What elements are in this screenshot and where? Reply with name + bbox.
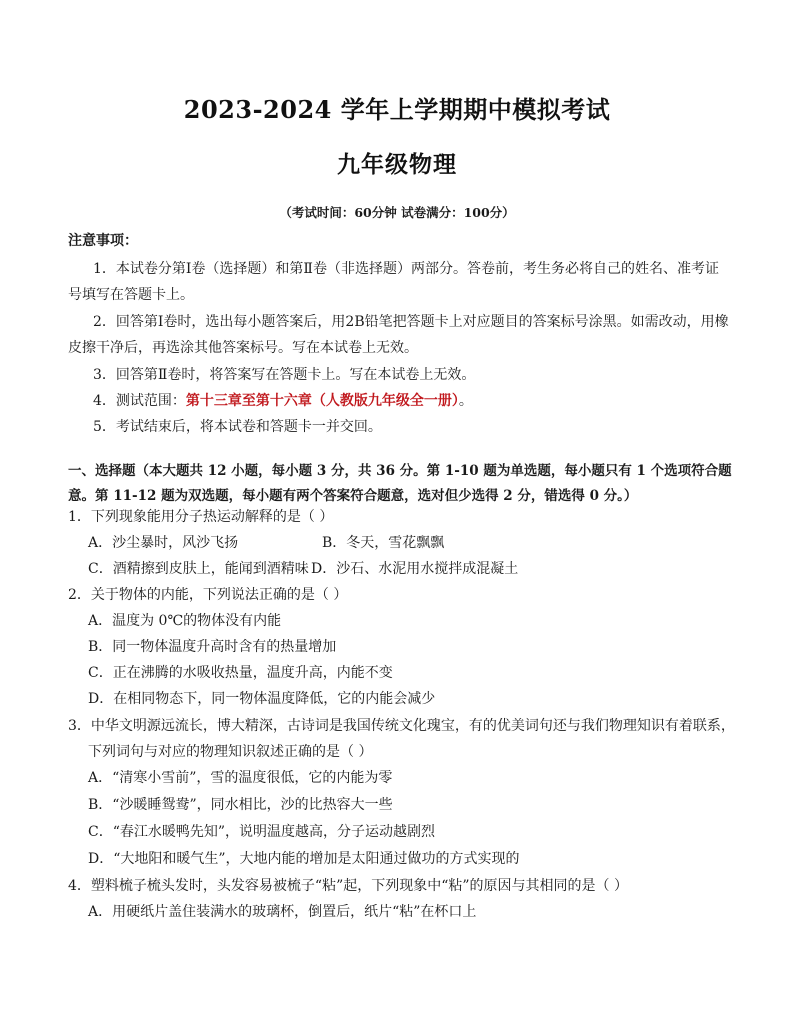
note-5: 5．考试结束后，将本试卷和答题卡一并交回。 [93, 419, 382, 435]
question-1: 1．下列现象能用分子热运动解释的是（ ） [68, 509, 334, 525]
question-4: 4．塑料梳子梳头发时，头发容易被梳子“粘”起，下列现象中“粘”的原因与其相同的是（ ） [68, 878, 628, 894]
question-1-option-a: A．沙尘暴时，风沙飞扬 [88, 535, 239, 551]
section-heading-line-1: 一、选择题（本大题共 12 小题，每小题 3 分，共 36 分。第 1-10 题为单选题，每小题只有 1 个选项符合题 [68, 463, 732, 479]
exam-meta: （考试时间：60分钟 试卷满分：100分） [279, 205, 515, 220]
note-1-line-1: 1．本试卷分第Ⅰ卷（选择题）和第Ⅱ卷（非选择题）两部分。答卷前，考生务必将自己的姓名、准考证 [93, 261, 719, 277]
exam-title: 2023-2024 学年上学期期中模拟考试 [183, 95, 611, 124]
question-3-line-2: 下列词句与对应的物理知识叙述正确的是（ ） [88, 744, 373, 760]
section-heading-line-2: 意。第 11-12 题为双选题，每小题有两个答案符合题意，选对但少选得 2 分，错选得 0 分。） [68, 488, 638, 504]
note-3: 3．回答第Ⅱ卷时，将答案写在答题卡上。写在本试卷上无效。 [93, 367, 476, 383]
question-3-option-c: C．“春江水暖鸭先知”，说明温度越高，分子运动越剧烈 [88, 824, 436, 840]
note-4-suffix: 。 [458, 393, 473, 409]
question-1-option-c: C．酒精擦到皮肤上，能闻到酒精味 [88, 561, 309, 577]
question-2-option-a: A．温度为 0℃的物体没有内能 [88, 613, 282, 629]
note-4 [93, 391, 473, 411]
note-1-line-2: 号填写在答题卡上。 [68, 287, 194, 303]
note-4-prefix: 4．测试范围： [93, 393, 186, 409]
question-1-option-d: D．沙石、水泥用水搅拌成混凝土 [311, 561, 519, 577]
note-2-line-2: 皮擦干净后，再选涂其他答案标号。写在本试卷上无效。 [68, 340, 418, 356]
question-2: 2．关于物体的内能，下列说法正确的是（ ） [68, 587, 348, 603]
notes-heading: 注意事项： [68, 233, 138, 249]
question-4-option-a: A．用硬纸片盖住装满水的玻璃杯，倒置后，纸片“粘”在杯口上 [88, 904, 477, 920]
question-1-option-b: B．冬天，雪花飘飘 [322, 535, 445, 551]
question-2-option-b: B．同一物体温度升高时含有的热量增加 [88, 639, 337, 655]
question-2-option-c: C．正在沸腾的水吸收热量，温度升高，内能不变 [88, 665, 393, 681]
question-3-option-b: B．“沙暖睡鸳鸯”，同水相比，沙的比热容大一些 [88, 797, 393, 813]
question-3-option-a: A．“清寒小雪前”，雪的温度很低，它的内能为零 [88, 770, 393, 786]
note-2-line-1: 2．回答第Ⅰ卷时，选出每小题答案后，用2B铅笔把答题卡上对应题目的答案标号涂黑。如需改动，用橡 [93, 314, 729, 330]
note-4-range: 第十三章至第十六章（人教版九年级全一册） [185, 393, 459, 409]
question-2-option-d: D．在相同物态下，同一物体温度降低，它的内能会减少 [88, 691, 436, 707]
exam-subject: 九年级物理 [337, 151, 457, 178]
question-3-line-1: 3．中华文明源远流长，博大精深，古诗词是我国传统文化瑰宝，有的优美词句还与我们物理知识有着联系， [68, 718, 735, 734]
question-3-option-d: D．“大地阳和暖气生”，大地内能的增加是太阳通过做功的方式实现的 [88, 851, 520, 867]
